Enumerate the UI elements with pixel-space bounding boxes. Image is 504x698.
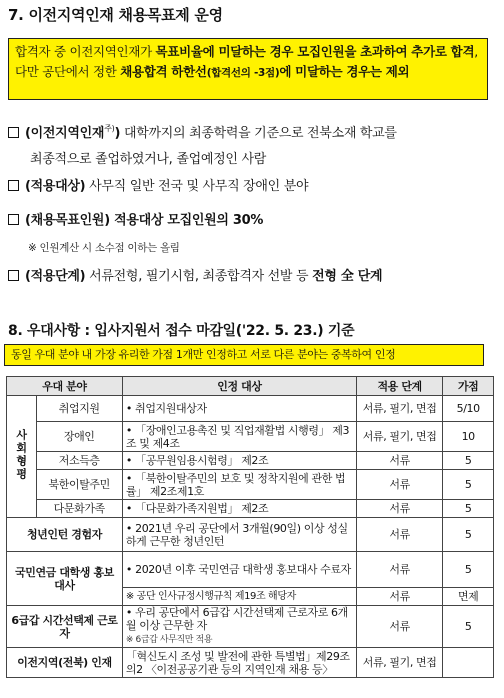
item-text: 대학까지의 최종학력을 기준으로 전북소재 학교를 [120,126,397,141]
points-cell: 5 [443,518,494,552]
item-text: 적용대상 모집인원의 30% [109,213,264,228]
points-cell: 5 [443,470,494,500]
sub-field: 장애인 [36,422,122,452]
notice-text-1: 합격자 중 이전지역인재가 [15,44,156,59]
target-cell: • 취업지원대상자 [122,396,356,422]
stage-cell: 서류 [356,452,442,470]
target-ratio-notice [8,38,488,100]
target-cell: • 「다문화가족지원법」 제2조 [122,500,356,518]
notice-small: (합격선의 -3점) [206,67,280,79]
stage-cell: 서류, 필기, 면접 [356,422,442,452]
checkbox-icon [8,180,19,191]
stage-cell: 서류 [356,500,442,518]
points-cell: 면제 [443,588,494,606]
table-row [7,452,494,470]
points-cell: 5 [443,452,494,470]
points-cell [443,648,494,678]
table-row [7,648,494,678]
table-row [7,518,494,552]
item-target [8,174,308,200]
table-row [7,552,494,588]
target-cell [122,606,356,648]
notice-bold-3: 에 미달하는 경우는 제외 [279,64,410,79]
social-group-label: 사회형평 [14,429,28,481]
stage-cell: 서류, 필기, 면접 [356,396,442,422]
table-row [7,422,494,452]
sub-field: 북한이탈주민 [36,470,122,500]
header-target: 인정 대상 [122,377,356,396]
target-cell: 「혁신도시 조성 및 발전에 관한 특별법」제29조의2 〈이전공공기관 등의 지역인재 채용 등〉 [122,648,356,678]
item-text-line2: 최종적으로 졸업하였거나, 졸업예정인 사람 [30,152,266,167]
header-stage: 적용 단계 [356,377,442,396]
item-label: (채용목표인원) [25,213,110,228]
table-row [7,606,494,648]
item-text: 서류전형, 필기시험, 최종합격자 선발 등 [85,269,313,284]
table-row [7,396,494,422]
header-field: 우대 분야 [7,377,123,396]
preference-table [6,376,494,678]
rounding-note: ※ 인원계산 시 소수점 이하는 올림 [28,242,180,254]
checkbox-icon [8,214,19,225]
table-row [7,470,494,500]
header-points: 가점 [443,377,494,396]
item-label: (적용단계) [25,269,86,284]
notice-text-2: , 다만 공단에서 정한 [15,44,478,79]
item-bold: 전형 全 단계 [312,269,383,284]
overlap-rule-bar: 동일 우대 분야 내 가장 유리한 가점 1개만 인정하고 서로 다른 분야는 중복하여 인정 [4,344,484,366]
points-cell: 5/10 [443,396,494,422]
target-note-cell: ※ 공단 인사규정시행규칙 제19조 해당자 [122,588,356,606]
item-goal [8,208,263,234]
points-cell: 5 [443,552,494,588]
item-stage [8,264,382,290]
points-cell: 5 [443,500,494,518]
stage-cell: 서류 [356,518,442,552]
table-row [7,500,494,518]
field-youth-intern: 청년인턴 경험자 [7,518,123,552]
field-time-selective: 6급갑 시간선택제 근로자 [7,606,123,648]
stage-cell: 서류 [356,588,442,606]
table-header-row [7,377,494,396]
social-group-cell [7,396,37,518]
item-label: (이전지역인재 [25,126,105,141]
sub-field: 취업지원 [36,396,122,422]
item-label: (적용대상) [25,179,86,194]
target-cell: • 「장애인고용촉진 및 직업재활법 시행령」 제3조 및 제4조 [122,422,356,452]
target-cell: • 2020년 이후 국민연금 대학생 홍보대사 수료자 [122,552,356,588]
field-relocation-talent: 이전지역(전북) 인재 [7,648,123,678]
sub-field: 저소득층 [36,452,122,470]
item-label-close: ) [114,126,121,141]
item-relocation-talent [8,116,397,173]
field-pension-ambassador: 국민연금 대학생 홍보대사 [7,552,123,606]
stage-cell: 서류 [356,552,442,588]
notice-bold-2: 채용합격 하한선 [120,64,207,79]
target-text: • 우리 공단에서 6급갑 시간선택제 근로자로 6개월 이상 근무한 자 [125,606,348,632]
section8-title: 8. 우대사항 : 입사지원서 접수 마감일('22. 5. 23.) 기준 [8,323,355,339]
points-cell: 10 [443,422,494,452]
target-cell: • 2021년 우리 공단에서 3개월(90일) 이상 성실하게 근무한 청년인턴 [122,518,356,552]
checkbox-icon [8,127,19,138]
stage-cell: 서류, 필기, 면접 [356,648,442,678]
stage-cell: 서류 [356,470,442,500]
target-cell: • 「북한이탈주민의 보호 및 정착지원에 관한 법률」 제2조제1호 [122,470,356,500]
points-cell: 5 [443,606,494,648]
notice-bold-1: 목표비율에 미달하는 경우 모집인원을 초과하여 추가로 합격 [155,44,475,59]
footnote-mark: 주) [104,124,115,133]
target-subnote: ※ 6급갑 사무직만 적용 [125,635,213,645]
section7-title: 7. 이전지역인재 채용목표제 운영 [8,6,223,24]
checkbox-icon [8,270,19,281]
target-cell: • 「공무원임용시험령」 제2조 [122,452,356,470]
item-text: 사무직 일반 전국 및 사무직 장애인 분야 [85,179,309,194]
stage-cell: 서류 [356,606,442,648]
sub-field: 다문화가족 [36,500,122,518]
